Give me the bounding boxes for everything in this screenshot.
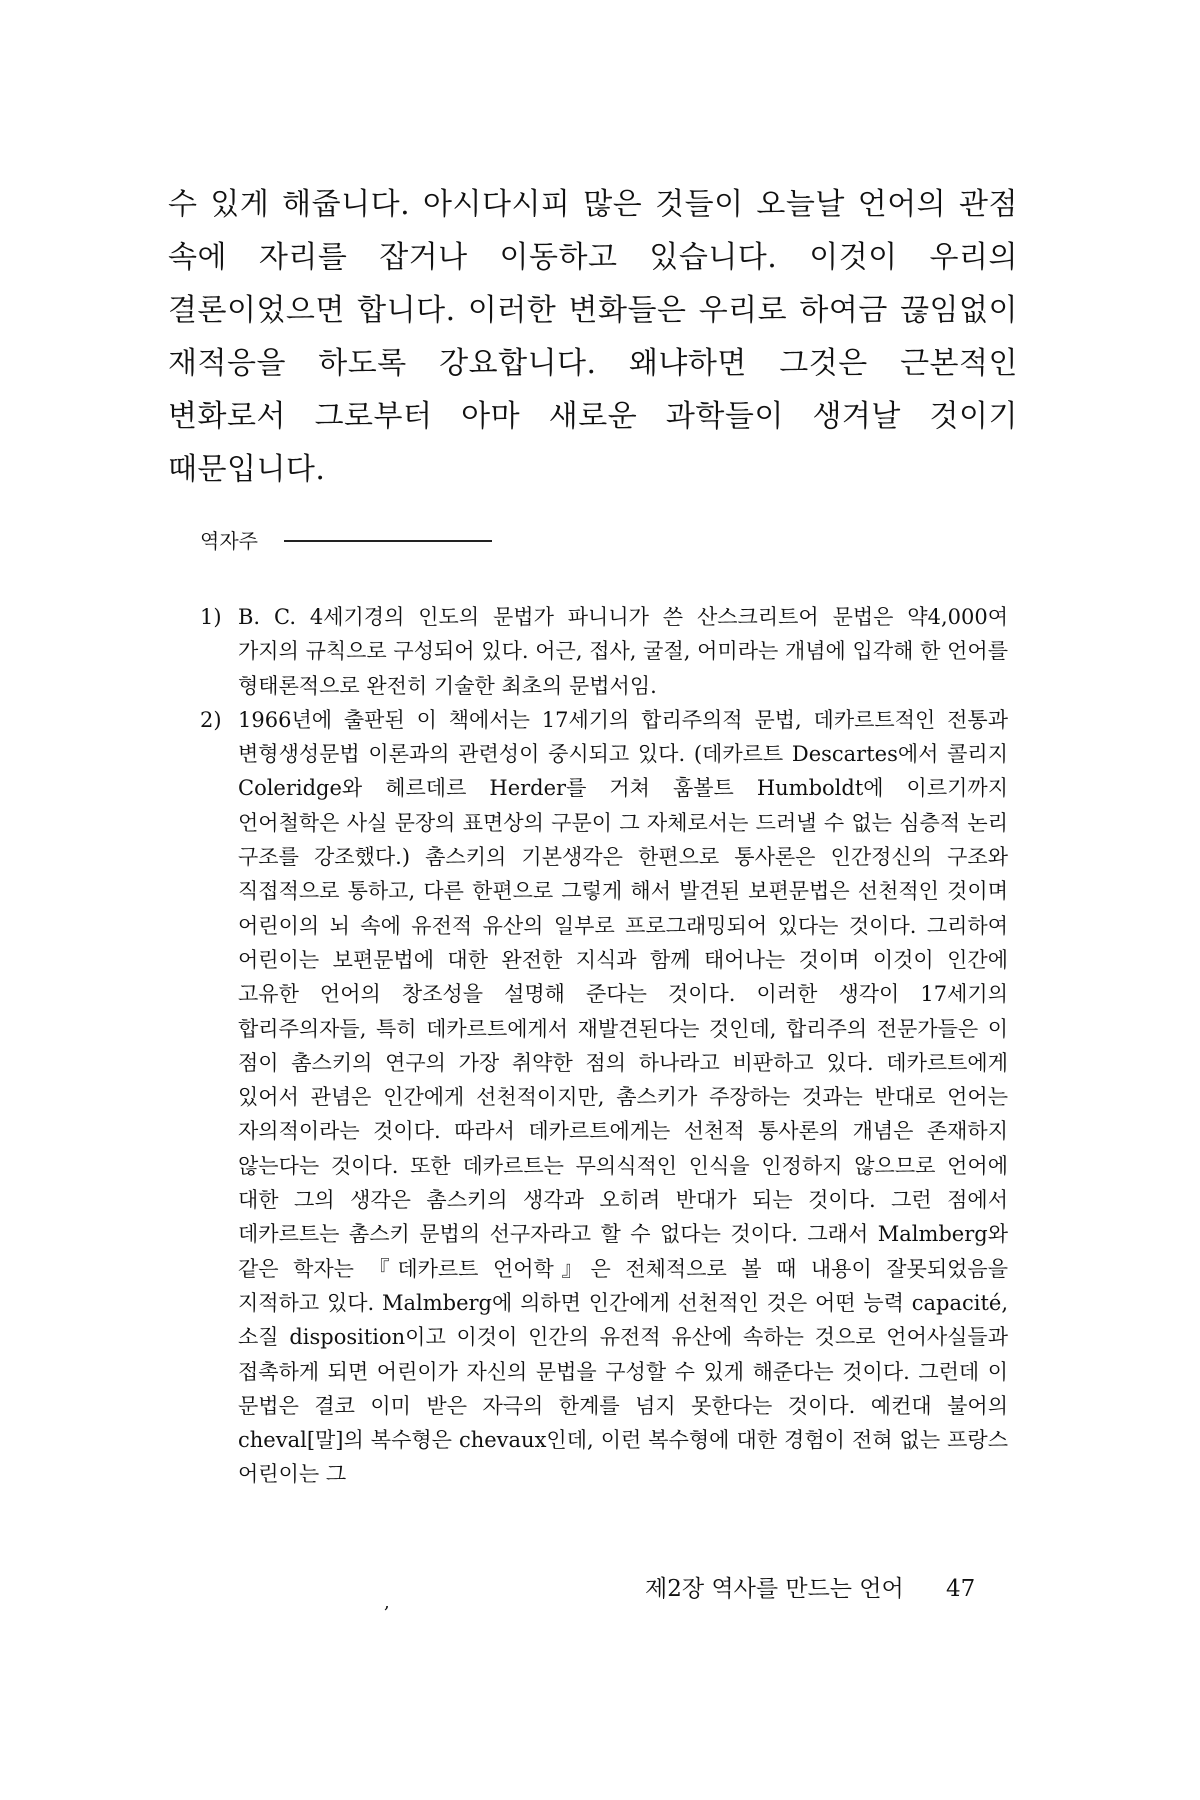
- page-footer: [0, 1572, 1200, 1612]
- note-text: 1966년에 출판된 이 책에서는 17세기의 합리주의적 문법, 데카르트적인 전통과 변형생성문법 이론과의 관련성이 중시되고 있다. (데카르트 Descartes에서 콜리지 Coleridge와 헤르데르 Herder를 거쳐 훔볼트 Humboldt에 이르기까지 언어철학은 사실 문장의 표면상의 구문이 그 자체로서는 드러낼 수 없는 심층적 논리 구조를 강조했다.) 촘스키의 기본생각은 한편으로 통사론은 인간정신의 구조와 직접적으로 통하고, 다른 한편으로 그렇게 해서 발견된 보편문법은 선천적인 것이며 어린이의 뇌 속에 유전적 유산의 일부로 프로그래밍되어 있다는 것이다. 그리하여 어린이는 보편문법에 대한 완전한 지식과 함께 태어나는 것이며 이것이 인간에 고유한 언어의 창조성을 설명해 준다는 것이다. 이러한 생각이 17세기의 합리주의자들, 특히 데카르트에게서 재발견된다는 것인데, 합리주의 전문가들은 이 점이 촘스키의 연구의 가장 취약한 점의 하나라고 비판하고 있다. 데카르트에게 있어서 관념은 인간에게 선천적이지만, 촘스키가 주장하는 것과는 반대로 언어는 자의적이라는 것이다. 따라서 데카르트에게는 선천적 통사론의 개념은 존재하지 않는다는 것이다. 또한 데카르트는 무의식적인 인식을 인정하지 않으므로 언어에 대한 그의 생각은 촘스키의 생각과 오히려 반대가 되는 것이다. 그런 점에서 데카르트는 촘스키 문법의 선구자라고 할 수 없다는 것이다. 그래서 Malmberg와 같은 학자는 『데카르트 언어학』은 전체적으로 볼 때 내용이 잘못되었음을 지적하고 있다. Malmberg에 의하면 인간에게 선천적인 것은 어떤 능력 capacité, 소질 disposition이고 이것이 인간의 유전적 유산에 속하는 것으로 언어사실들과 접촉하게 되면 어린이가 자신의 문법을 구성할 수 있게 해준다는 것이다. 그런데 이 문법은 결코 이미 받은 자극의 한계를 넘지 못한다는 것이다. 예컨대 불어의 cheval[말]의 복수형은 chevaux인데, 이런 복수형에 대한 경험이 전혀 없는 프랑스 어린이는 그: [238, 707, 1008, 1487]
- note-number: 1): [200, 605, 222, 629]
- notes-heading-rule: [284, 540, 492, 542]
- translator-notes-list: [200, 600, 1008, 1492]
- body-paragraph: 수 있게 해줍니다. 아시다시피 많은 것들이 오늘날 언어의 관점 속에 자리를 잡거나 이동하고 있습니다. 이것이 우리의 결론이었으면 합니다. 이러한 변화들은 우리로 하여금 끊임없이 재적응을 하도록 강요합니다. 왜냐하면 그것은 근본적인 변화로서 그로부터 아마 새로운 과학들이 생겨날 것이기 때문입니다.: [168, 187, 1018, 487]
- note-number: 2): [200, 707, 222, 732]
- note-item-1: [200, 600, 1008, 703]
- notes-heading-label: 역자주: [200, 529, 258, 553]
- notes-heading: [200, 528, 492, 554]
- running-chapter-title: 제2장 역사를 만드는 언어: [645, 1576, 904, 1602]
- note-item-2: [200, 703, 1008, 1492]
- note-text: B. C. 4세기경의 인도의 문법가 파니니가 쓴 산스크리트어 문법은 약4,000여 가지의 규칙으로 구성되어 있다. 어근, 접사, 굴절, 어미라는 개념에 입각해 한 언어를 형태론적으로 완전히 기술한 최초의 문법서임.: [238, 605, 1008, 698]
- page-number: 47: [946, 1576, 976, 1602]
- footer-mark: ,: [384, 1592, 390, 1613]
